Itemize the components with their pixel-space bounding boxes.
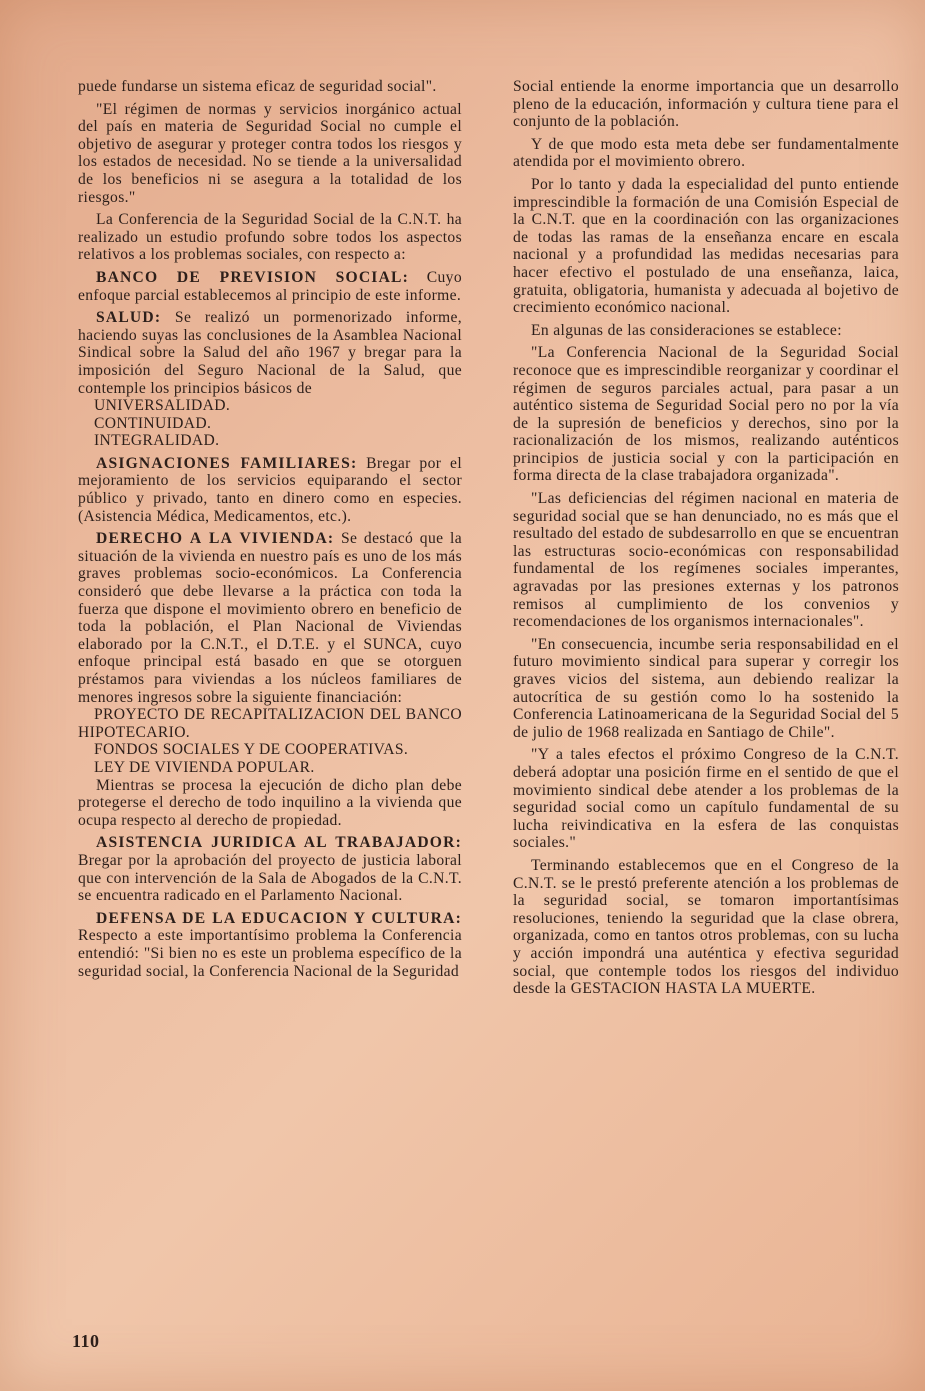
section-heading: ASISTENCIA JURIDICA AL TRABAJADOR: <box>96 834 462 852</box>
section-heading: DERECHO A LA VIVIENDA: <box>96 530 335 548</box>
section-educacion <box>78 910 462 980</box>
paragraph: Y de que modo esta meta debe ser fundamentalmente atendida por el movimiento obrero. <box>513 135 899 171</box>
paragraph: Mientras se procesa la ejecución de dicho plan debe protegerse el derecho de todo inquilino a la vivienda que ocupa respecto al derecho de propiedad. <box>78 776 462 829</box>
section-heading: DEFENSA DE LA EDUCACION Y CULTURA: <box>96 909 462 927</box>
section-heading: ASIGNACIONES FAMILIARES: <box>96 454 358 472</box>
section-text: Se realizó un pormenorizado informe, haciendo suyas las conclusiones de la Asamblea Nacional Sindical sobre la Salud del año 1967 y bregar para la imposición del Seguro Nacional de la Salud, que contemple los principios básicos de <box>78 309 462 397</box>
section-heading: BANCO DE PREVISION SOCIAL: <box>96 268 410 286</box>
section-banco <box>78 269 462 304</box>
section-asignaciones <box>78 455 462 525</box>
section-salud <box>78 309 462 397</box>
list-item: UNIVERSALIDAD. <box>94 397 231 415</box>
section-text: Cuyo enfoque parcial establecemos al principio de este informe. <box>78 268 462 304</box>
paragraph: "Y a tales efectos el próximo Congreso de la C.N.T. deberá adoptar una posición firme en el sentido de que el movimiento sindical debe atender a los problemas de la seguridad social como un capítulo fundamental de su lucha reivindicativa en la esfera de las conquistas sociales." <box>513 746 899 852</box>
section-text: Se destacó que la situación de la vivienda en nuestro país es uno de los más graves problemas socio-económicos. La Conferencia consideró que debe llevarse a la práctica con toda la fuerza que dispone el movimiento obrero en beneficio de toda la población, el Plan Nacional de Viviendas elaborado por la C.N.T., el D.T.E. y el SUNCA, cuyo enfoque principal está basado en que se otorguen préstamos para viviendas a los núcleos familiares de menores ingresos sobre la siguiente financiación: <box>78 530 462 706</box>
paragraph: Por lo tanto y dada la especialidad del punto entiende imprescindible la formación de una Comisión Especial de la C.N.T. que en la coordinación con las organizaciones de todas las ramas de la enseñanza encare en escala nacional y a profundidad las medidas necesarias para hacer efectivo el postulado de una enseñanza, laica, gratuita, obligatoria, humanista y adecuada al bojetivo de crecimiento económico nacional. <box>513 175 899 317</box>
paragraph: "El régimen de normas y servicios inorgánico actual del país en materia de Seguridad Social no cumple el objetivo de asegurar y proteger contra todos los riesgos y los estados de necesidad. No se tiende a la universalidad de los beneficios ni se asegura a la totalidad de los riesgos." <box>78 100 462 206</box>
paragraph: puede fundarse un sistema eficaz de seguridad social". <box>78 78 437 95</box>
list-item: LEY DE VIVIENDA POPULAR. <box>94 758 315 776</box>
paragraph: En algunas de las consideraciones se establece: <box>531 321 842 339</box>
paragraph: La Conferencia de la Seguridad Social de la C.N.T. ha realizado un estudio profundo sobre todos los aspectos relativos a los problemas sociales, con respecto a: <box>78 211 462 264</box>
section-text: Bregar por el mejoramiento de los servicios equiparando el sector público y privado, tanto en dinero como en especies. (Asistencia Médica, Medicamentos, etc.). <box>78 454 463 525</box>
list-item: INTEGRALIDAD. <box>94 432 220 450</box>
right-column <box>513 78 899 1003</box>
left-column <box>78 78 462 985</box>
paragraph: "Las deficiencias del régimen nacional en materia de seguridad social que se han denunciado, no es más que el resultado del estado de subdesarrollo en que se encuentran las estructuras socio-económicas con responsabilidad fundamental de los regímenes sociales imperantes, agravadas por las presiones externas y los patronos remisos al cumplimiento de los convenios y recomendaciones de los organismos internacionales". <box>513 490 899 631</box>
paragraph: Social entiende la enorme importancia que un desarrollo pleno de la educación, información y cultura tiene para el conjunto de la población. <box>513 78 899 131</box>
section-asistencia <box>78 834 462 904</box>
section-text: Respecto a este importantísimo problema la Conferencia entendió: "Si bien no es este un problema específico de la seguridad social, la Conferencia Nacional de la Seguridad <box>78 927 462 980</box>
paragraph: Terminando establecemos que en el Congreso de la C.N.T. se le prestó preferente atención a los problemas de la seguridad social, se tomaron importantísimas resoluciones, teniendo la seguridad que la clase obrera, organizada, como en tantos otros problemas, con su lucha y acción impondrá una auténtica y efectiva seguridad social, que contemple todos los riesgos del individuo desde la GESTACION HASTA LA MUERTE. <box>513 856 899 998</box>
section-heading: SALUD: <box>96 309 162 327</box>
page-number: 110 <box>72 1331 100 1351</box>
section-vivienda <box>78 530 462 706</box>
list-item: CONTINUIDAD. <box>94 414 212 432</box>
section-text: Bregar por la aprobación del proyecto de justicia laboral que con intervención de la Sala de Abogados de la C.N.T. se encuentra radicado en el Parlamento Nacional. <box>78 851 462 905</box>
list-item: FONDOS SOCIALES Y DE COOPERATIVAS. <box>94 741 409 759</box>
paragraph: "La Conferencia Nacional de la Seguridad Social reconoce que es imprescindible reorganizar y coordinar el régimen de seguros parciales actual, para pasar a un auténtico sistema de Seguridad Social pero no por la vía de la supresión de beneficios y derechos, sino por la racionalización de los mismos, realizando auténticos principios de justicia social y con la participación en forma directa de la clase trabajadora organizada". <box>513 344 899 485</box>
paragraph: "En consecuencia, incumbe seria responsabilidad en el futuro movimiento sindical para superar y corregir los graves vicios del sistema, aun debiendo realizar la autocrítica de su gestión como lo ha sostenido la Conferencia Latinoamericana de la Seguridad Social del 5 de julio de 1968 realizada en Santiago de Chile". <box>513 635 899 741</box>
list-item: PROYECTO DE RECAPITALIZACION DEL BANCO HIPOTECARIO. <box>78 706 462 741</box>
